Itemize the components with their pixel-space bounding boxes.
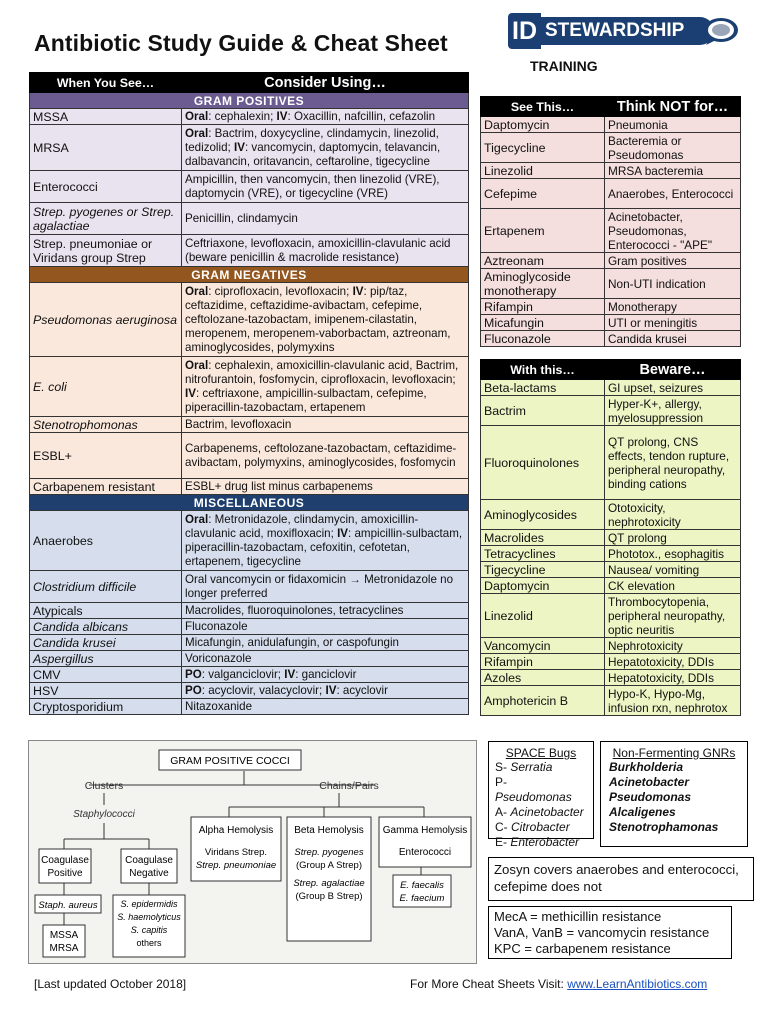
- adverse-effects: GI upset, seizures: [605, 380, 741, 396]
- adverse-effects: Hepatotoxicity, DDIs: [605, 670, 741, 686]
- flowchart-svg: [29, 741, 476, 963]
- table-row: [30, 479, 469, 495]
- table-row: [481, 546, 741, 562]
- non-fermenting-box: [600, 741, 748, 847]
- table-row: [30, 571, 469, 603]
- table-row: [30, 203, 469, 235]
- treatment: Oral: cephalexin, amoxicillin-clavulanic acid, Bactrim, nitrofurantoin, fosfomycin, ciprofloxacin, levofloxacin; IV: ceftriaxone, ampicillin-sulbactam, cefepime, piperacillin-tazobactam, ertapenem: [182, 357, 469, 417]
- organism: HSV: [30, 683, 182, 699]
- gram-positive-flowchart: [28, 740, 477, 964]
- table-row: [30, 603, 469, 619]
- treatment: Oral: ciprofloxacin, levofloxacin; IV: pip/taz, ceftazidime, ceftazidime-avibactam, cefepime, ceftolozane-tazobactam, imipenem-cilastatin, meropenem, meropenem-vaborbactam, aztreonam, aminoglycosides, polymyxins: [182, 283, 469, 357]
- adverse-effects: Hypo-K, Hypo-Mg, infusion rxn, nephrotox: [605, 686, 741, 716]
- drug: Daptomycin: [481, 117, 605, 133]
- drug: Aztreonam: [481, 253, 605, 269]
- organism: Atypicals: [30, 603, 182, 619]
- table-row: [30, 651, 469, 667]
- flow-mssa: MSSA: [49, 930, 79, 941]
- drug: Micafungin: [481, 315, 605, 331]
- treatment: Macrolides, fluoroquinolones, tetracyclines: [182, 603, 469, 619]
- section-gram-positives: GRAM POSITIVES: [30, 93, 469, 109]
- table-row: [30, 235, 469, 267]
- flow-coag-neg-2: Negative: [129, 868, 169, 879]
- organism: ESBL+: [30, 433, 182, 479]
- not-for: Bacteremia or Pseudomonas: [605, 133, 741, 163]
- treatment: Ampicillin, then vancomycin, then linezolid (VRE), daptomycin (VRE), or tigecycline (VRE): [182, 171, 469, 203]
- treatment: Nitazoxanide: [182, 699, 469, 715]
- drug: Tigecycline: [481, 562, 605, 578]
- treatment: Bactrim, levofloxacin: [182, 417, 469, 433]
- flow-viridans: Viridans Strep.: [204, 847, 268, 858]
- section-miscellaneous: MISCELLANEOUS: [30, 495, 469, 511]
- table-row: [481, 299, 741, 315]
- drug: Rifampin: [481, 654, 605, 670]
- drug: Aminoglycosides: [481, 500, 605, 530]
- header-when-you-see: When You See…: [30, 73, 182, 93]
- zosyn-note: Zosyn covers anaerobes and enterococci, cefepime does not: [488, 857, 754, 901]
- last-updated: [Last updated October 2018]: [34, 977, 187, 991]
- resistance-note: MecA = methicillin resistance: [494, 909, 662, 924]
- drug: Rifampin: [481, 299, 605, 315]
- flow-coag-pos-2: Positive: [47, 868, 83, 879]
- organism: Anaerobes: [30, 511, 182, 571]
- page-title: Antibiotic Study Guide & Cheat Sheet: [34, 30, 448, 56]
- treatment: ESBL+ drug list minus carbapenems: [182, 479, 469, 495]
- flow-s-haemolyticus: S. haemolyticus: [117, 912, 181, 922]
- not-for: Pneumonia: [605, 117, 741, 133]
- space-bug: A- Acinetobacter: [495, 805, 584, 819]
- adverse-effects: QT prolong, CNS effects, tendon rupture, peripheral neuropathy, binding cations: [605, 426, 741, 500]
- organism: Candida albicans: [30, 619, 182, 635]
- adverse-effects: Hyper-K+, allergy, myelosuppression: [605, 396, 741, 426]
- drug: Tetracyclines: [481, 546, 605, 562]
- footer-visit: [410, 977, 707, 991]
- idstewardship-logo: [506, 10, 746, 82]
- table-row: [30, 433, 469, 479]
- flow-strep-pyogenes: Strep. pyogenes: [294, 847, 364, 858]
- resistance-notes: [488, 906, 732, 959]
- adverse-effects: Phototox., esophagitis: [605, 546, 741, 562]
- resistance-note: KPC = carbapenem resistance: [494, 941, 671, 956]
- flow-chains: Chains/Pairs: [319, 780, 379, 792]
- non-fermenter: Burkholderia: [609, 760, 684, 774]
- table-row: [481, 500, 741, 530]
- organism: MRSA: [30, 125, 182, 171]
- table-row: [30, 667, 469, 683]
- not-for: Non-UTI indication: [605, 269, 741, 299]
- drug: Macrolides: [481, 530, 605, 546]
- table-row: [30, 635, 469, 651]
- organism: Pseudomonas aeruginosa: [30, 283, 182, 357]
- table-row: [481, 253, 741, 269]
- treatment: Carbapenems, ceftolozane-tazobactam, ceftazidime-avibactam, polymyxins, aminoglycosides, fosfomycin: [182, 433, 469, 479]
- flow-group-b: (Group B Strep): [295, 891, 363, 902]
- adverse-effects: Hepatotoxicity, DDIs: [605, 654, 741, 670]
- flow-alpha: Alpha Hemolysis: [198, 825, 274, 836]
- table-row: [481, 179, 741, 209]
- flow-e-faecalis: E. faecalis: [400, 880, 444, 891]
- adverse-effects: QT prolong: [605, 530, 741, 546]
- organism: Carbapenem resistant: [30, 479, 182, 495]
- not-for: Acinetobacter, Pseudomonas, Enterococci - "APE": [605, 209, 741, 253]
- organism: Candida krusei: [30, 635, 182, 651]
- non-fermenter: Stenotrophamonas: [609, 820, 719, 834]
- flow-mrsa: MRSA: [49, 943, 79, 954]
- not-for: MRSA bacteremia: [605, 163, 741, 179]
- table-row: [30, 283, 469, 357]
- flow-others: others: [136, 938, 162, 948]
- non-fermenter: Alcaligenes: [609, 805, 676, 819]
- adverse-effects: CK elevation: [605, 578, 741, 594]
- flow-group-a: (Group A Strep): [295, 860, 363, 871]
- speech-bubble-icon: [702, 16, 740, 46]
- organism: Clostridium difficile: [30, 571, 182, 603]
- flow-coag-pos-1: Coagulase: [41, 855, 89, 866]
- table-row: [481, 562, 741, 578]
- drug: Linezolid: [481, 594, 605, 638]
- treatment: PO: valganciclovir; IV: ganciclovir: [182, 667, 469, 683]
- drug: Cefepime: [481, 179, 605, 209]
- organism: Cryptosporidium: [30, 699, 182, 715]
- flow-gamma: Gamma Hemolysis: [382, 825, 468, 836]
- adverse-effects: Nausea/ vomiting: [605, 562, 741, 578]
- table-row: [481, 638, 741, 654]
- table-row: [30, 125, 469, 171]
- table-row: [481, 133, 741, 163]
- flow-e-faecium: E. faecium: [399, 893, 445, 904]
- flow-strep-pneumoniae: Strep. pneumoniae: [195, 860, 277, 871]
- table-row: [481, 331, 741, 347]
- not-for: Anaerobes, Enterococci: [605, 179, 741, 209]
- header-beware: Beware…: [605, 360, 741, 380]
- space-bug: P- Pseudomonas: [495, 775, 572, 804]
- not-for: Monotherapy: [605, 299, 741, 315]
- table-row: [30, 417, 469, 433]
- table-row: [481, 578, 741, 594]
- flow-s-capitis: S. capitis: [130, 925, 168, 935]
- space-bug: E- Enterobacter: [495, 835, 580, 849]
- drug: Beta-lactams: [481, 380, 605, 396]
- table-row: [30, 357, 469, 417]
- drug: Fluconazole: [481, 331, 605, 347]
- adverse-effects: Ototoxicity, nephrotoxicity: [605, 500, 741, 530]
- drug: Aminoglycoside monotherapy: [481, 269, 605, 299]
- space-bugs-box: [488, 741, 594, 849]
- table-row: [30, 511, 469, 571]
- table-row: [30, 699, 469, 715]
- treatment: Voriconazole: [182, 651, 469, 667]
- treatment: Ceftriaxone, levofloxacin, amoxicillin-clavulanic acid (beware penicillin & macrolide resistance): [182, 235, 469, 267]
- table-row: [481, 163, 741, 179]
- treatment: Oral: Bactrim, doxycycline, clindamycin, linezolid, tedizolid; IV: vancomycin, daptomycin, telavancin, dalbavancin, oritavancin, ceftaroline, tigecycline: [182, 125, 469, 171]
- flow-s-epidermidis: S. epidermidis: [120, 899, 178, 909]
- table-row: [30, 171, 469, 203]
- table-row: [30, 683, 469, 699]
- table-row: [481, 380, 741, 396]
- think-not-for-table: [480, 96, 741, 347]
- table-row: [481, 530, 741, 546]
- logo-stewardship: STEWARDSHIP: [540, 17, 714, 45]
- not-for: Gram positives: [605, 253, 741, 269]
- adverse-effects: Thrombocytopenia, peripheral neuropathy, optic neuritis: [605, 594, 741, 638]
- organism: Stenotrophomonas: [30, 417, 182, 433]
- non-fermenter: Acinetobacter: [609, 775, 690, 789]
- table-row: [481, 654, 741, 670]
- treatment: PO: acyclovir, valacyclovir; IV: acyclovir: [182, 683, 469, 699]
- drug: Azoles: [481, 670, 605, 686]
- table-row: [481, 396, 741, 426]
- flow-clusters: Clusters: [84, 780, 124, 792]
- flow-staph: Staphylococci: [73, 809, 135, 820]
- table-row: [481, 686, 741, 716]
- organism: Enterococci: [30, 171, 182, 203]
- flow-root: GRAM POSITIVE COCCI: [170, 755, 290, 767]
- drug: Linezolid: [481, 163, 605, 179]
- drug: Bactrim: [481, 396, 605, 426]
- section-gram-negatives: GRAM NEGATIVES: [30, 267, 469, 283]
- table-row: [30, 619, 469, 635]
- logo-id: ID: [508, 13, 541, 49]
- header-think-not-for: Think NOT for…: [605, 97, 741, 117]
- space-bug: C- Citrobacter: [495, 820, 570, 834]
- header-consider-using: Consider Using…: [182, 73, 469, 93]
- treatment: Fluconazole: [182, 619, 469, 635]
- space-bugs-title: SPACE Bugs: [505, 746, 577, 760]
- table-row: [481, 594, 741, 638]
- beware-table: [480, 359, 741, 716]
- flow-beta: Beta Hemolysis: [294, 825, 364, 836]
- space-bug: S- Serratia: [495, 760, 553, 774]
- treatment: Penicillin, clindamycin: [182, 203, 469, 235]
- main-table: [29, 72, 469, 715]
- non-fermenting-title: Non-Fermenting GNRs: [612, 746, 736, 760]
- adverse-effects: Nephrotoxicity: [605, 638, 741, 654]
- drug: Amphotericin B: [481, 686, 605, 716]
- treatment: Oral vancomycin or fidaxomicin → Metronidazole no longer preferred: [182, 571, 469, 603]
- flow-staph-aureus: Staph. aureus: [38, 900, 98, 911]
- organism: E. coli: [30, 357, 182, 417]
- organism: Aspergillus: [30, 651, 182, 667]
- table-row: [481, 670, 741, 686]
- treatment: Oral: cephalexin; IV: Oxacillin, nafcillin, cefazolin: [182, 109, 469, 125]
- treatment: Micafungin, anidulafungin, or caspofungin: [182, 635, 469, 651]
- header-with-this: With this…: [481, 360, 605, 380]
- flow-enterococci: Enterococci: [398, 847, 452, 858]
- not-for: UTI or meningitis: [605, 315, 741, 331]
- non-fermenter: Pseudomonas: [609, 790, 692, 804]
- organism: Strep. pyogenes or Strep. agalactiae: [30, 203, 182, 235]
- organism: MSSA: [30, 109, 182, 125]
- visit-text: For More Cheat Sheets Visit:: [410, 977, 568, 991]
- drug: Ertapenem: [481, 209, 605, 253]
- resistance-note: VanA, VanB = vancomycin resistance: [494, 925, 710, 940]
- treatment: Oral: Metronidazole, clindamycin, amoxicillin-clavulanic acid, moxifloxacin; IV: ampicillin-sulbactam, piperacillin-tazobactam, cefoxitin, cefotetan, ertapenem, tigecycline: [182, 511, 469, 571]
- flow-coag-neg-1: Coagulase: [125, 855, 173, 866]
- table-row: [30, 109, 469, 125]
- table-row: [481, 209, 741, 253]
- logo-training: TRAINING: [530, 58, 598, 74]
- table-row: [481, 426, 741, 500]
- table-row: [481, 269, 741, 299]
- not-for: Candida krusei: [605, 331, 741, 347]
- drug: Daptomycin: [481, 578, 605, 594]
- table-row: [481, 117, 741, 133]
- table-row: [481, 315, 741, 331]
- organism: Strep. pneumoniae or Viridans group Strep: [30, 235, 182, 267]
- flow-strep-agalactiae: Strep. agalactiae: [293, 878, 365, 889]
- drug: Tigecycline: [481, 133, 605, 163]
- organism: CMV: [30, 667, 182, 683]
- header-see-this: See This…: [481, 97, 605, 117]
- drug: Vancomycin: [481, 638, 605, 654]
- drug: Fluoroquinolones: [481, 426, 605, 500]
- main-table-header: [30, 73, 469, 93]
- learnantibiotics-link[interactable]: www.LearnAntibiotics.com: [567, 977, 708, 991]
